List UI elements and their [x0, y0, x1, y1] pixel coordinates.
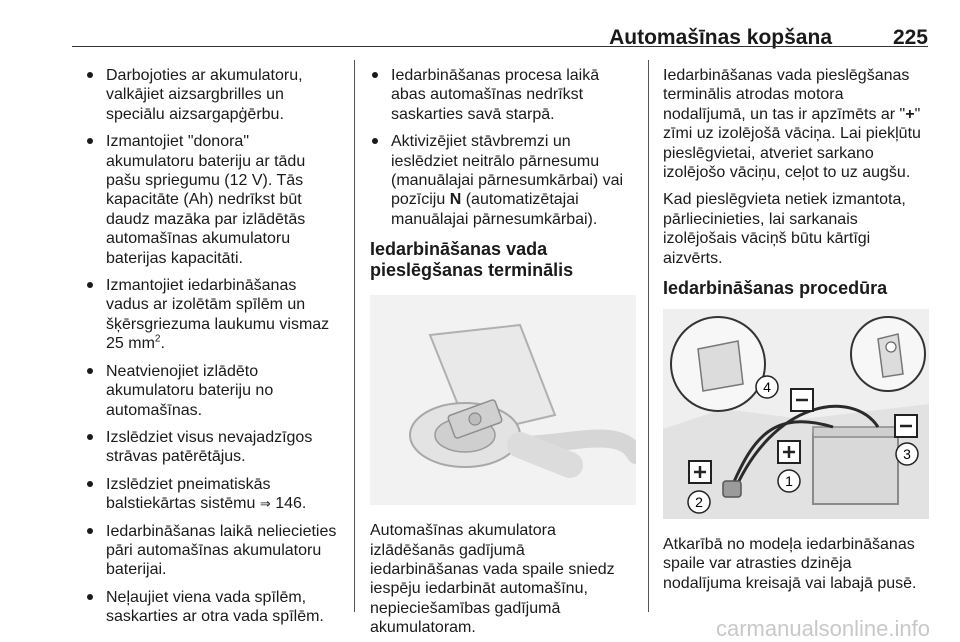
page-number: 225 — [892, 26, 928, 49]
plus-symbol-icon: + — [905, 105, 915, 123]
callout-2 — [688, 491, 710, 513]
callout-1 — [778, 470, 800, 492]
page-title: Automašīnas kopšana — [609, 26, 832, 49]
safety-list — [85, 66, 347, 627]
list-item: Darbojoties ar akumulatoru, valkājiet aizsargbrilles un speciālu aizsargapģērbu. — [85, 66, 347, 124]
engine-bay-drawing — [663, 309, 929, 519]
section-heading: Iedarbināšanas vada pieslēgšanas terminālis — [370, 239, 574, 281]
terminal-cap-illustration — [370, 295, 636, 505]
list-item: Izmantojiet iedarbināšanas vadus ar izolētām spīlēm un šķērsgriezuma laukumu vismaz 25 $mm^2$. — [85, 276, 347, 354]
jump-start-diagram — [663, 309, 929, 519]
list-item: Izmantojiet "donora" akumulatoru bateriju ar tādu pašu spriegumu (12 V). Tās kapacitāte (Ah) nedrīkst būt daudz mazāka par izlādētās automašīnas akumulatoru baterijas kapacitāti. — [85, 132, 347, 268]
svg-text:2: 2 — [695, 494, 703, 511]
list-item: Iedarbināšanas procesa laikā abas automašīnas nedrīkst saskarties savā starpā. — [370, 66, 638, 124]
callout-4 — [756, 376, 778, 398]
column-2 — [370, 66, 638, 638]
list-item: Neatvienojiet izlādēto akumulatoru bateriju no automašīnas. — [85, 362, 347, 420]
paragraph: Iedarbināšanas vada pieslēgšanas terminālis atrodas motora nodalījumā, un tas ir apzīmēts ar "+" zīmi uz izolējošā vāciņa. Lai piekļūtu pieslēgvietai, atveriet sarkano izolējošo vāciņu, ceļot to uz augšu. — [663, 67, 921, 182]
svg-text:3: 3 — [903, 446, 911, 463]
list-item: Iedarbināšanas laikā neliecieties pāri automašīnas akumulatoru baterijai. — [85, 522, 347, 580]
page-header — [70, 26, 928, 48]
svg-text:1: 1 — [785, 473, 793, 490]
page-reference[interactable]: balstiekārtas sistēmu ⇒ 146. — [106, 495, 307, 513]
callout-3 — [896, 443, 918, 465]
terminal-cap-drawing — [370, 295, 636, 505]
list-item: Aktivizējiet stāvbremzi un ieslēdziet neitrālo pārnesumu (manuālajai pārnesumkārbai) vai pozīciju N (automatizētajai manuālajai pārnesumkārbai). — [370, 132, 638, 229]
column-divider-1 — [354, 60, 355, 612]
list-item: Izslēdziet visus nevajadzīgos strāvas patērētājus. — [85, 428, 347, 467]
section-heading: Iedarbināšanas procedūra — [663, 278, 888, 299]
paragraph: Kad pieslēgvieta netiek izmantota, pārliecinieties, lai sarkanais izolējošais vāciņš būtu kārtīgi aizvērts. — [663, 191, 906, 267]
watermark: carmanualsonline.info — [715, 616, 930, 641]
list-item: Neļaujiet viena vada spīlēm, saskarties ar otra vada spīlēm. — [85, 588, 347, 627]
header-rule — [72, 46, 928, 47]
column-1 — [85, 66, 347, 635]
page-reference-arrow-icon: ⇒ — [259, 496, 271, 512]
column-3 — [663, 66, 931, 593]
figure-caption: Atkarībā no modeļa iedarbināšanas spaile var atrasties dzinēja nodalījuma kreisajā vai labajā pusē. — [663, 536, 917, 592]
svg-text:4: 4 — [763, 379, 771, 396]
figure-caption: Automašīnas akumulatora izlādēšanās gadījumā iedarbināšanas vada spaile sniedz iespēju iedarbināt automašīnu, nepieciešamības gadījumā akumulatoram. — [370, 522, 615, 637]
cross-section-value: 25 $mm^2$. — [106, 333, 165, 353]
neutral-gear-letter: N — [449, 191, 462, 209]
procedure-list — [370, 66, 638, 229]
list-item: Izslēdziet pneimatiskās balstiekārtas sistēmu ⇒ 146. — [85, 475, 347, 514]
column-divider-2 — [648, 60, 649, 612]
